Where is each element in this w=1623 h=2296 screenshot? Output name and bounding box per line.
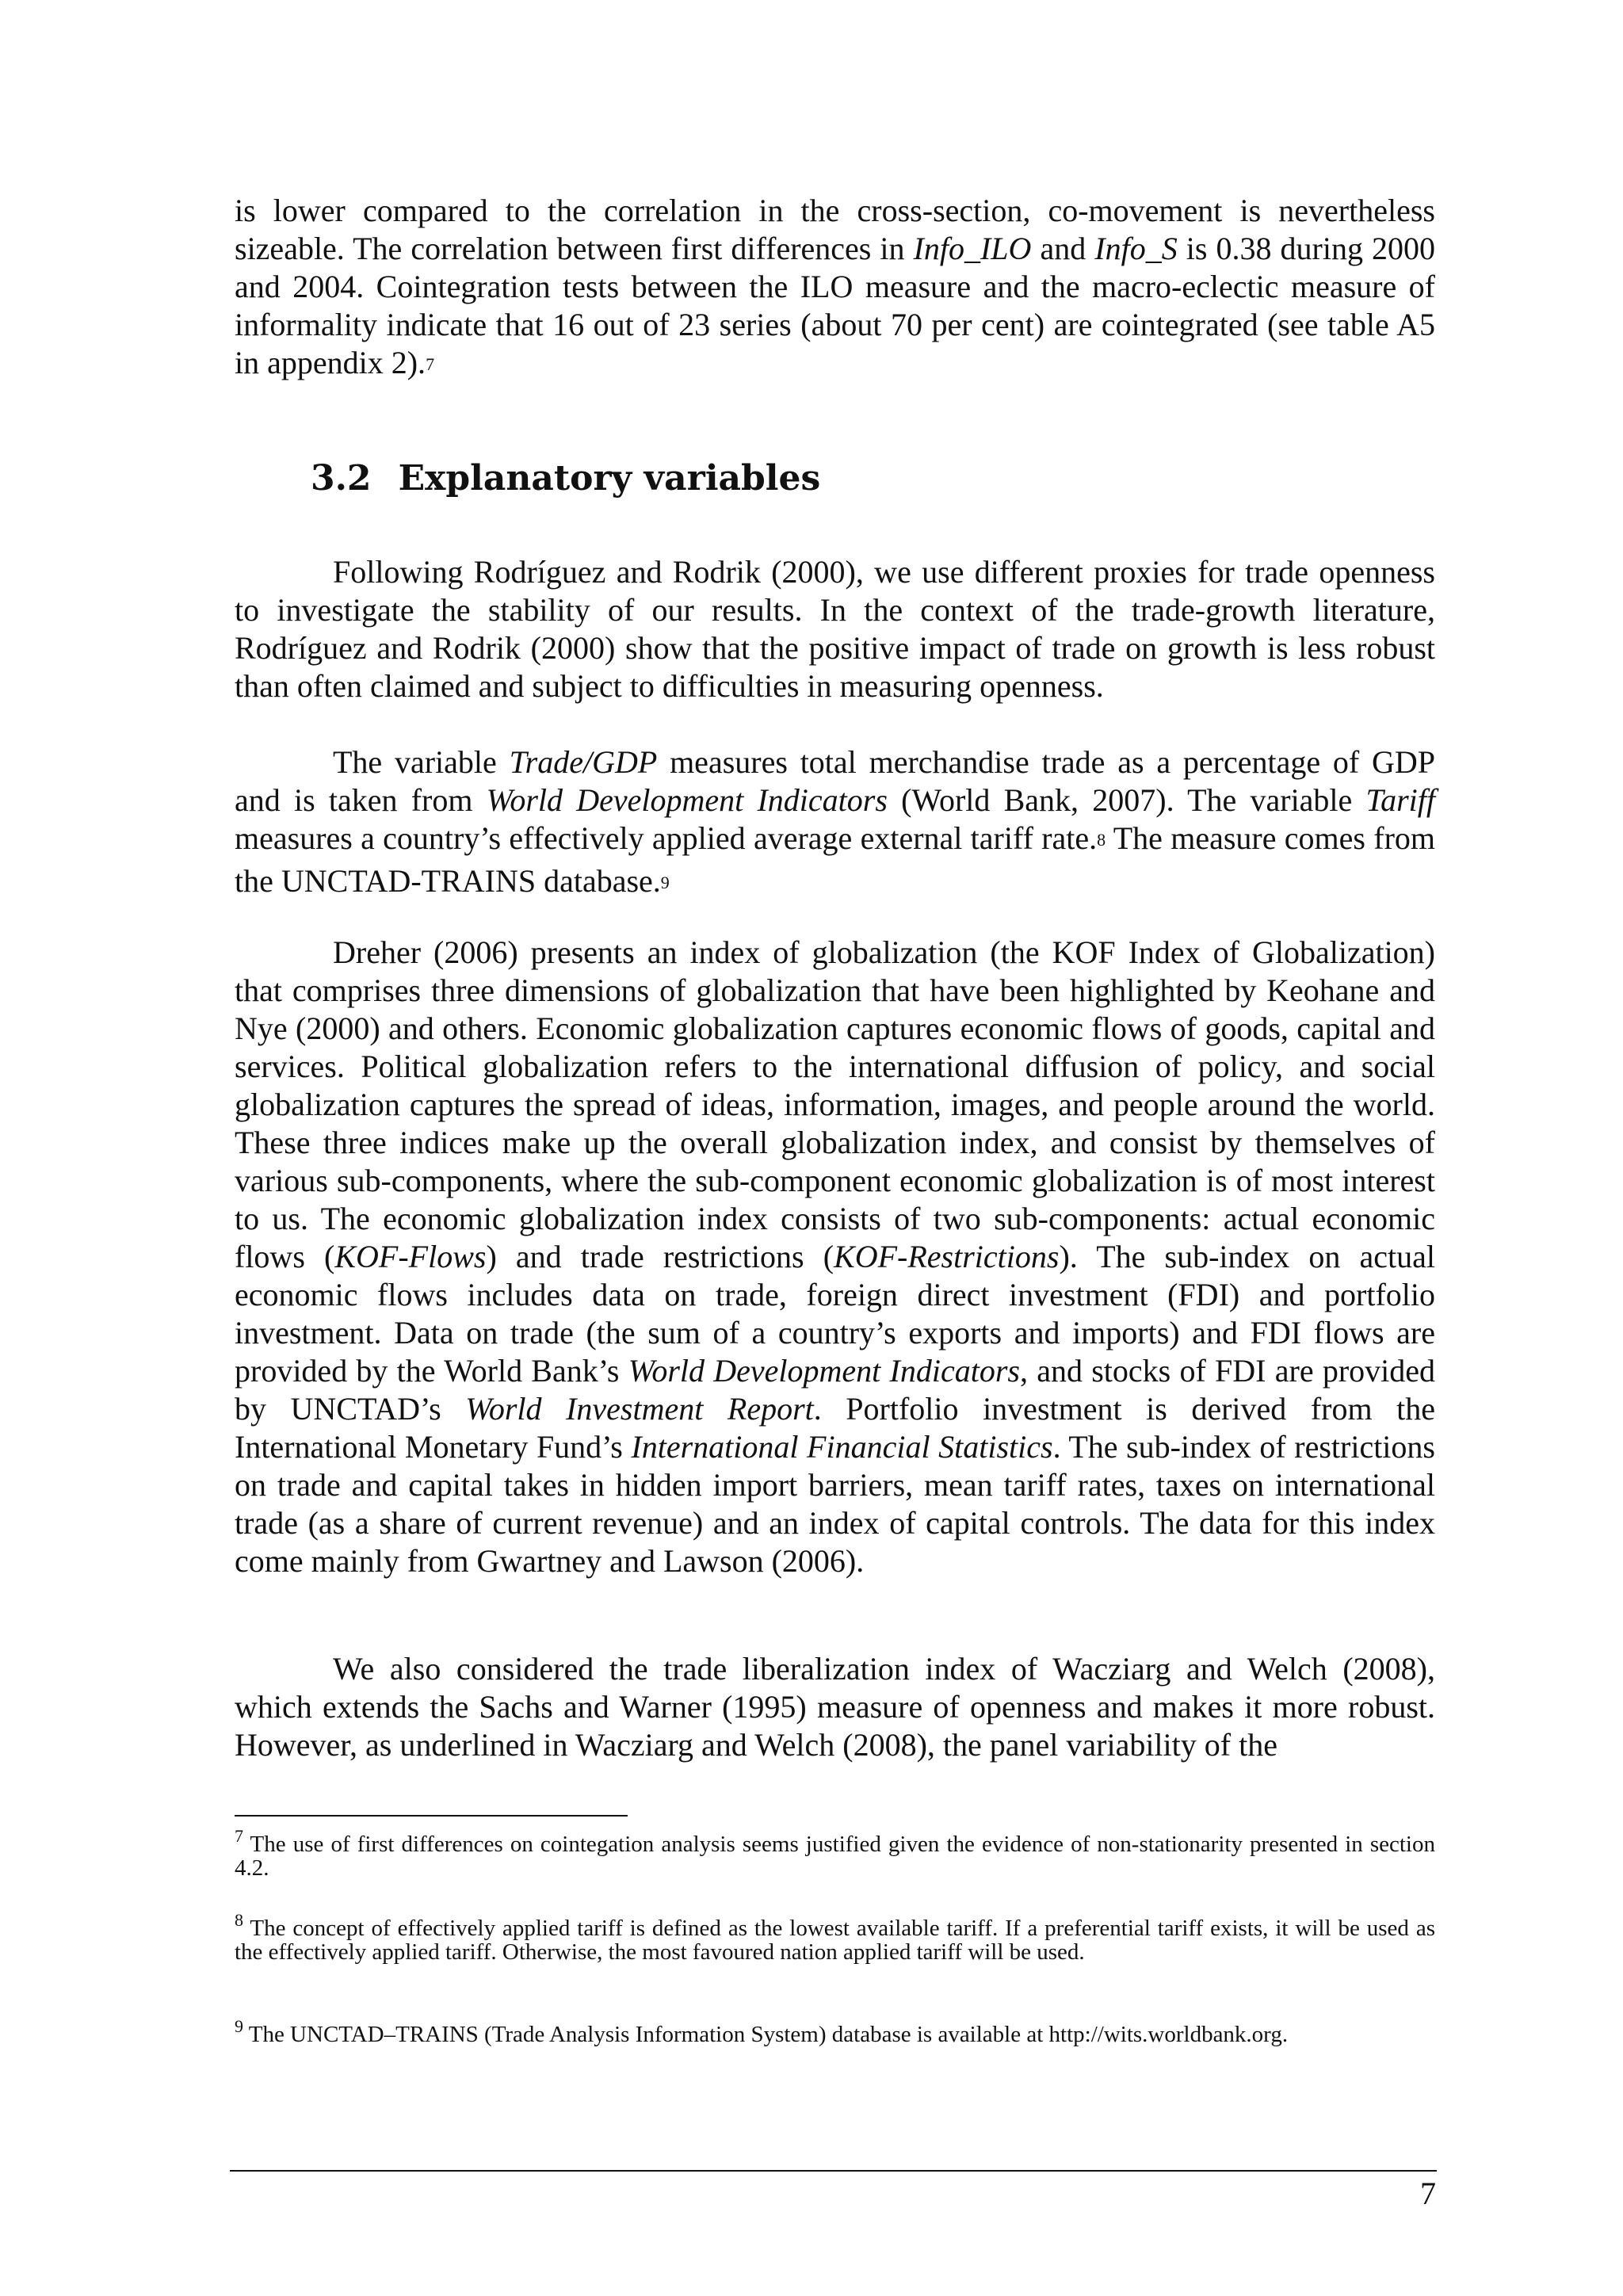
footnote-reference[interactable]: 7 — [426, 354, 435, 374]
footnote-separator — [235, 1815, 628, 1817]
paragraph-text: is 0.38 during 2000 and 2004. Cointegration tests between the ILO measure and the macro-eclectic measure of informality indicate that 16 out of 23 series (about 70 per cent) are cointegrated (see table A5 in appendix 2). — [235, 231, 1435, 380]
section-number: 3.2 — [311, 458, 372, 499]
footer-separator — [230, 2170, 1437, 2172]
paragraph-text: . Portfolio investment is derived from the International Monetary Fund’s — [235, 1391, 1435, 1465]
variable-name: Tariff — [1365, 782, 1435, 818]
footnote-text: The concept of effectively applied tariff is defined as the lowest available tariff. If a preferential tariff exists, it will be used as the effectively applied tariff. Otherwise, the most favoured nation applied tariff will be used. — [235, 1916, 1435, 1965]
footnote-number: 9 — [235, 2016, 243, 2036]
paragraph-informality-correlation — [235, 192, 1435, 387]
section-heading — [311, 455, 820, 502]
paragraph-text: measures a country’s effectively applied average external tariff rate. — [235, 820, 1098, 856]
paragraph-kof-index — [235, 934, 1435, 1580]
paragraph-text: (World Bank, 2007). The variable — [887, 782, 1366, 818]
paragraph-text: The measure comes from the UNCTAD-TRAINS database. — [235, 820, 1435, 899]
source-title: World Development Indicators — [628, 1353, 1020, 1389]
paragraph-text: We also considered the trade liberalization index of Wacziarg and Welch (2008), which extends the Sachs and Warner (1995) measure of openness and makes it more robust. However, as underlined in Wacziarg and Welch (2008), the panel variability of the — [235, 1651, 1435, 1763]
footnote-reference[interactable]: 8 — [1097, 830, 1106, 850]
variable-name: KOF-Restrictions — [834, 1239, 1060, 1274]
footnote-text: The use of first differences on cointegation analysis seems justified given the evidence of non-stationarity presented in section 4.2. — [235, 1832, 1435, 1881]
variable-name: Info_ILO — [913, 231, 1032, 266]
paragraph-text: . The sub-index of restrictions on trade and capital takes in hidden import barriers, mean tariff rates, taxes on international trade (as a share of current revenue) and an index of capital controls. The data for this index come mainly from Gwartney and Lawson (2006). — [235, 1429, 1435, 1579]
source-title: International Financial Statistics — [631, 1429, 1053, 1465]
page-number: 7 — [1420, 2176, 1436, 2211]
variable-name: Trade/GDP — [509, 744, 658, 780]
paragraph-trade-openness — [235, 553, 1435, 705]
footnote-7 — [235, 1826, 1435, 1881]
paragraph-trade-gdp-tariff — [235, 743, 1435, 905]
paragraph-text: is lower compared to the correlation in the cross-section, co-movement is nevertheless sizeable. The correlation between first differences in — [235, 193, 1435, 266]
paragraph-text: ). The sub-index on actual economic flows includes data on trade, foreign direct investment (FDI) and portfolio investment. Data on trade (the sum of a country’s exports and imports) and FDI flows are provided by the World Bank’s — [235, 1239, 1435, 1389]
variable-name: KOF-Flows — [334, 1239, 487, 1274]
footnote-9 — [235, 2016, 1435, 2047]
paragraph-text: and — [1031, 231, 1095, 266]
footnote-text: The UNCTAD–TRAINS (Trade Analysis Information System) database is available at http://wits.worldbank.org. — [243, 2022, 1289, 2047]
footnote-number: 8 — [235, 1910, 243, 1930]
paragraph-trade-liberalization — [235, 1650, 1435, 1764]
footnote-8 — [235, 1910, 1435, 1965]
paragraph-text: ) and trade restrictions ( — [486, 1239, 834, 1274]
section-title: Explanatory variables — [398, 458, 821, 499]
paragraph-text: Following Rodríguez and Rodrik (2000), we use different proxies for trade openness to investigate the stability of our results. In the context of the trade-growth literature, Rodríguez and Rodrik (2000) show that the positive impact of trade on growth is less robust than often claimed and subject to difficulties in measuring openness. — [235, 554, 1435, 704]
variable-name: Info_S — [1094, 231, 1178, 266]
paragraph-text: The variable — [333, 744, 510, 780]
source-title: World Development Indicators — [486, 782, 888, 818]
footnote-reference[interactable]: 9 — [660, 873, 670, 892]
source-title: World Investment Report — [465, 1391, 814, 1427]
paragraph-text: measures total merchandise trade as a percentage of GDP and is taken from — [235, 744, 1436, 818]
paragraph-text: , and stocks of FDI are provided by UNCTAD’s — [235, 1353, 1436, 1427]
paragraph-text: Dreher (2006) presents an index of globalization (the KOF Index of Globalization) that comprises three dimensions of globalization that have been highlighted by Keohane and Nye (2000) and others. Economic globalization captures economic flows of goods, capital and services. Political globalization refers to the international diffusion of policy, and social globalization captures the spread of ideas, information, images, and people around the world. These three indices make up the overall globalization index, and consist by themselves of various sub-components, where the sub-component economic globalization is of most interest to us. The economic globalization index consists of two sub-components: actual economic flows ( — [235, 934, 1435, 1274]
footnote-number: 7 — [235, 1826, 243, 1846]
